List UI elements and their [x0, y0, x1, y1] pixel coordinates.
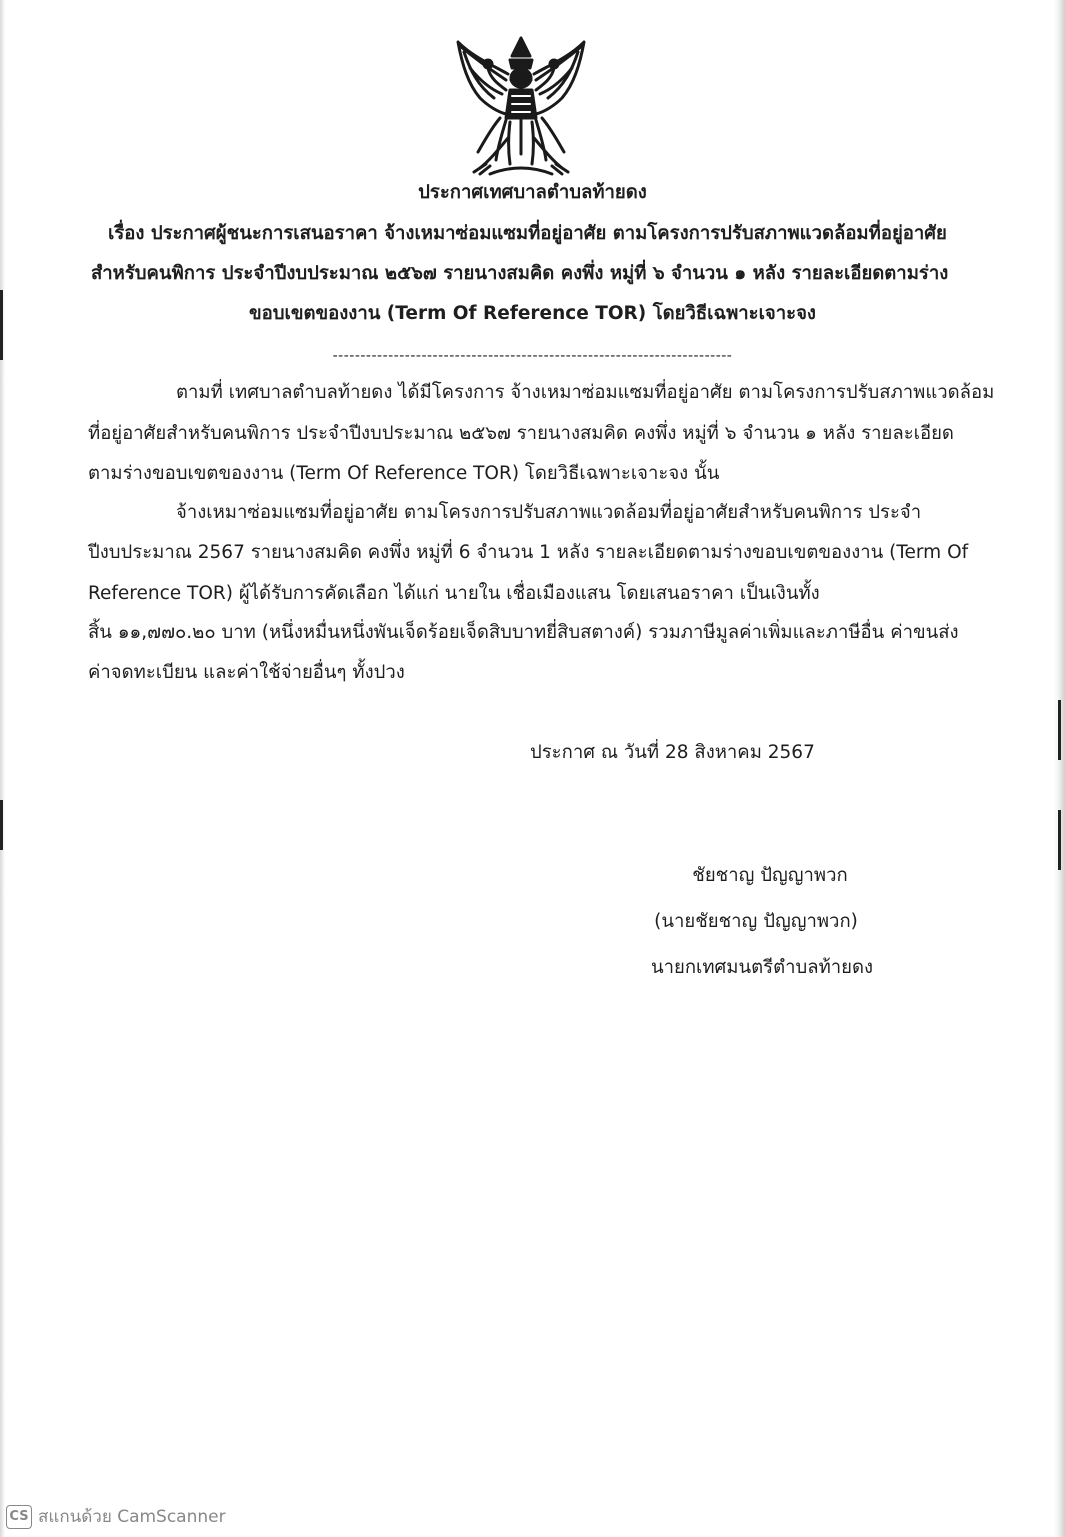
paragraph-line: ตามที่ เทศบาลตำบลท้ายดง ได้มีโครงการ จ้างเหมาซ่อมแซมที่อยู่อาศัย ตามโครงการปรับสภาพแวดล้อม	[176, 382, 995, 403]
paragraph-line: ที่อยู่อาศัยสำหรับคนพิการ ประจำปีงบประมาณ ๒๕๖๗ รายนางสมคิด คงพึ่ง หมู่ที่ ๖ จำนวน ๑ หลัง รายละเอียด	[88, 423, 954, 444]
paragraph-line: ตามร่างขอบเขตของงาน (Term Of Reference TOR) โดยวิธีเฉพาะเจาะจง นั้น	[88, 463, 720, 484]
signature-printed-name: (นายชัยชาญ ปัญญาพวก)	[654, 911, 858, 932]
paragraph-line: สิ้น ๑๑,๗๗๐.๒๐ บาท (หนึ่งหมื่นหนึ่งพันเจ็ดร้อยเจ็ดสิบบาทยี่สิบสตางค์) รวมภาษีมูลค่าเพิ่มและภาษีอื่น ค่าขนส่ง	[88, 622, 959, 643]
camscanner-logo-icon: CS	[6, 1505, 32, 1529]
paragraph-line: Reference TOR) ผู้ได้รับการคัดเลือก ได้แก่ นายใน เชื่อเมืองแสน โดยเสนอราคา เป็นเงินทั้ง	[88, 583, 820, 604]
divider: ------------------------------------------------------------------------	[332, 348, 733, 364]
scan-mark	[1058, 700, 1061, 760]
scan-edge-right	[1053, 0, 1065, 1537]
document-title: ประกาศเทศบาลตำบลท้ายดง	[418, 182, 647, 203]
subject-line: เรื่อง ประกาศผู้ชนะการเสนอราคา จ้างเหมาซ่อมแซมที่อยู่อาศัย ตามโครงการปรับสภาพแวดล้อมที่อยู่อาศัย	[108, 223, 947, 244]
scan-mark	[0, 800, 3, 850]
paragraph-line: ปีงบประมาณ 2567 รายนางสมคิด คงพึ่ง หมู่ที่ 6 จำนวน 1 หลัง รายละเอียดตามร่างขอบเขตของงาน (Term Of	[88, 542, 969, 563]
paragraph-line: จ้างเหมาซ่อมแซมที่อยู่อาศัย ตามโครงการปรับสภาพแวดล้อมที่อยู่อาศัยสำหรับคนพิการ ประจำ	[176, 502, 922, 523]
signature-position: นายกเทศมนตรีตำบลท้ายดง	[650, 957, 874, 978]
announcement-date: ประกาศ ณ วันที่ 28 สิงหาคม 2567	[530, 742, 815, 763]
signature-name: ชัยชาญ ปัญญาพวก	[692, 865, 848, 886]
garuda-emblem-icon	[450, 34, 592, 179]
camscanner-footer	[6, 1503, 226, 1530]
subject-line: ขอบเขตของงาน (Term Of Reference TOR) โดยวิธีเฉพาะเจาะจง	[249, 303, 816, 324]
scan-mark	[1058, 810, 1061, 870]
scan-edge-left	[0, 0, 5, 1537]
subject-line: สำหรับคนพิการ ประจำปีงบประมาณ ๒๕๖๗ รายนางสมคิด คงพึ่ง หมู่ที่ ๖ จำนวน ๑ หลัง รายละเอียดตามร่าง	[91, 263, 949, 284]
camscanner-text: สแกนด้วย CamScanner	[38, 1507, 226, 1527]
paragraph-line: ค่าจดทะเบียน และค่าใช้จ่ายอื่นๆ ทั้งปวง	[88, 662, 405, 683]
